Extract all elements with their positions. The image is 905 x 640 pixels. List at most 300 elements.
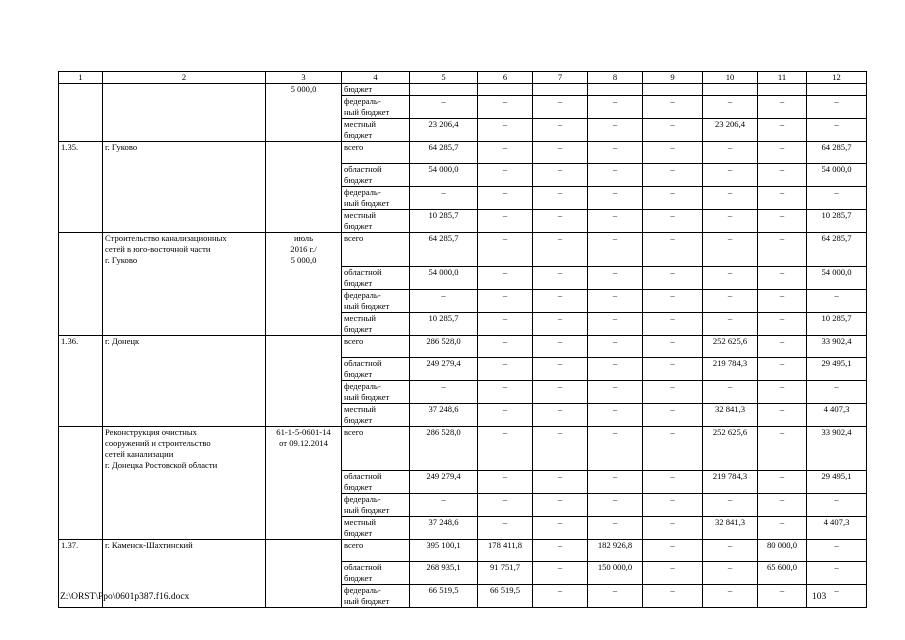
value-col-10: – — [703, 233, 758, 267]
budget-type: областной бюджет — [342, 562, 410, 585]
row-number — [59, 266, 103, 289]
value-col-5: 395 100,1 — [410, 540, 478, 562]
value-col-10: 32 841,3 — [703, 403, 758, 426]
value-col-5: 64 285,7 — [410, 142, 478, 164]
value-col-7: – — [533, 164, 588, 187]
table-row — [59, 357, 867, 380]
document-date — [266, 142, 342, 164]
value-col-10: – — [703, 562, 758, 585]
value-col-6: – — [478, 142, 533, 164]
document-date: 5 000,0 — [266, 84, 342, 96]
budget-type: областной бюджет — [342, 471, 410, 494]
value-col-8: – — [588, 96, 643, 119]
value-col-9: – — [643, 335, 703, 357]
table-row — [59, 164, 867, 187]
value-col-9: – — [643, 562, 703, 585]
value-col-9: – — [643, 426, 703, 471]
value-col-7: – — [533, 471, 588, 494]
value-col-6: – — [478, 233, 533, 267]
value-col-10: – — [703, 96, 758, 119]
budget-type: местный бюджет — [342, 119, 410, 142]
value-col-9: – — [643, 312, 703, 335]
row-number: 1.37. — [59, 540, 103, 562]
value-col-8: – — [588, 289, 643, 312]
value-col-10: – — [703, 540, 758, 562]
value-col-8: – — [588, 494, 643, 517]
object-name — [103, 380, 266, 403]
value-col-5: 23 206,4 — [410, 119, 478, 142]
table-row — [59, 187, 867, 210]
table-body — [59, 84, 867, 608]
table-row — [59, 380, 867, 403]
value-col-12: 10 285,7 — [807, 210, 867, 233]
row-number — [59, 312, 103, 335]
table-row — [59, 517, 867, 540]
value-col-12: – — [807, 562, 867, 585]
document-date — [266, 585, 342, 608]
value-col-6: – — [478, 517, 533, 540]
document-date — [266, 357, 342, 380]
row-number — [59, 471, 103, 494]
object-name: г. Гуково — [103, 142, 266, 164]
value-col-7: – — [533, 540, 588, 562]
row-number — [59, 494, 103, 517]
value-col-7: – — [533, 357, 588, 380]
object-name — [103, 357, 266, 380]
value-col-8: – — [588, 426, 643, 471]
value-col-11: 65 600,0 — [758, 562, 807, 585]
value-col-6: – — [478, 210, 533, 233]
column-number-4: 4 — [342, 72, 410, 84]
value-col-11: – — [758, 357, 807, 380]
value-col-7: – — [533, 96, 588, 119]
value-col-9: – — [643, 96, 703, 119]
document-date — [266, 312, 342, 335]
value-col-6: – — [478, 289, 533, 312]
value-col-8: – — [588, 585, 643, 608]
document-date — [266, 494, 342, 517]
value-col-8: – — [588, 119, 643, 142]
value-col-5: 54 000,0 — [410, 164, 478, 187]
value-col-11: – — [758, 380, 807, 403]
value-col-12: – — [807, 540, 867, 562]
value-col-11: – — [758, 142, 807, 164]
table-row — [59, 289, 867, 312]
object-name — [103, 403, 266, 426]
budget-type: федераль- ный бюджет — [342, 187, 410, 210]
value-col-7: – — [533, 517, 588, 540]
object-name — [103, 210, 266, 233]
object-name — [103, 164, 266, 187]
value-col-6: 91 751,7 — [478, 562, 533, 585]
value-col-12: – — [807, 585, 867, 608]
value-col-9: – — [643, 289, 703, 312]
column-number-11: 11 — [758, 72, 807, 84]
value-col-5: 66 519,5 — [410, 585, 478, 608]
document-date — [266, 164, 342, 187]
value-col-10: – — [703, 585, 758, 608]
value-col-9: – — [643, 517, 703, 540]
value-col-11: – — [758, 210, 807, 233]
value-col-12: 33 902,4 — [807, 335, 867, 357]
value-col-5: 10 285,7 — [410, 210, 478, 233]
value-col-11: – — [758, 517, 807, 540]
value-col-8: – — [588, 233, 643, 267]
object-name — [103, 562, 266, 585]
value-col-7: – — [533, 494, 588, 517]
table-row — [59, 403, 867, 426]
value-col-7: – — [533, 312, 588, 335]
table-row — [59, 96, 867, 119]
value-col-6: – — [478, 96, 533, 119]
value-col-7: – — [533, 335, 588, 357]
value-col-5: 37 248,6 — [410, 403, 478, 426]
column-number-8: 8 — [588, 72, 643, 84]
value-col-6: – — [478, 119, 533, 142]
value-col-12: 10 285,7 — [807, 312, 867, 335]
row-number — [59, 380, 103, 403]
value-col-7: – — [533, 142, 588, 164]
object-name — [103, 312, 266, 335]
value-col-5: 64 285,7 — [410, 233, 478, 267]
value-col-6: – — [478, 312, 533, 335]
value-col-9: – — [643, 164, 703, 187]
table-row — [59, 562, 867, 585]
value-col-8: – — [588, 164, 643, 187]
document-date — [266, 289, 342, 312]
column-number-12: 12 — [807, 72, 867, 84]
value-col-12: – — [807, 380, 867, 403]
value-col-10: – — [703, 210, 758, 233]
table-row — [59, 312, 867, 335]
budget-type: федераль- ный бюджет — [342, 585, 410, 608]
budget-type: федераль- ный бюджет — [342, 494, 410, 517]
value-col-12: 29 495,1 — [807, 471, 867, 494]
row-number — [59, 357, 103, 380]
object-name — [103, 517, 266, 540]
value-col-9: – — [643, 585, 703, 608]
budget-type: местный бюджет — [342, 517, 410, 540]
value-col-9: – — [643, 403, 703, 426]
row-number — [59, 96, 103, 119]
budget-type: всего — [342, 335, 410, 357]
value-col-11: – — [758, 266, 807, 289]
value-col-5: 249 279,4 — [410, 357, 478, 380]
value-col-5 — [410, 84, 478, 96]
budget-type: федераль- ный бюджет — [342, 96, 410, 119]
value-col-12: 4 407,3 — [807, 517, 867, 540]
budget-type: местный бюджет — [342, 403, 410, 426]
file-path: Z:\ORST\Ppo\0601p387.f16.docx — [60, 592, 190, 602]
value-col-7: – — [533, 426, 588, 471]
value-col-9: – — [643, 119, 703, 142]
row-number — [59, 233, 103, 267]
column-number-2: 2 — [103, 72, 266, 84]
value-col-6: – — [478, 335, 533, 357]
value-col-7: – — [533, 380, 588, 403]
value-col-8: – — [588, 187, 643, 210]
value-col-7: – — [533, 187, 588, 210]
value-col-11: – — [758, 426, 807, 471]
budget-type: федераль- ный бюджет — [342, 380, 410, 403]
value-col-8: – — [588, 266, 643, 289]
value-col-5: 249 279,4 — [410, 471, 478, 494]
value-col-11: – — [758, 471, 807, 494]
value-col-6: – — [478, 426, 533, 471]
value-col-8: 182 926,8 — [588, 540, 643, 562]
object-name — [103, 96, 266, 119]
value-col-10: 32 841,3 — [703, 517, 758, 540]
value-col-7: – — [533, 403, 588, 426]
document-date — [266, 471, 342, 494]
value-col-12: 4 407,3 — [807, 403, 867, 426]
object-name: г. Каменск-Шахтинский — [103, 540, 266, 562]
value-col-8: – — [588, 142, 643, 164]
value-col-7 — [533, 84, 588, 96]
value-col-5: 10 285,7 — [410, 312, 478, 335]
value-col-12: – — [807, 289, 867, 312]
value-col-10 — [703, 84, 758, 96]
value-col-12: – — [807, 494, 867, 517]
value-col-9: – — [643, 494, 703, 517]
document-date: 61-1-5-0601-14 от 09.12.2014 — [266, 426, 342, 471]
value-col-11: – — [758, 96, 807, 119]
row-number — [59, 426, 103, 471]
value-col-9: – — [643, 187, 703, 210]
column-number-9: 9 — [643, 72, 703, 84]
row-number — [59, 164, 103, 187]
table-row — [59, 142, 867, 164]
row-number: 1.36. — [59, 335, 103, 357]
budget-type: всего — [342, 142, 410, 164]
object-name — [103, 266, 266, 289]
value-col-10: 219 784,3 — [703, 357, 758, 380]
value-col-7: – — [533, 562, 588, 585]
object-name — [103, 289, 266, 312]
budget-type: всего — [342, 233, 410, 267]
document-date — [266, 517, 342, 540]
value-col-8: – — [588, 471, 643, 494]
object-name: г. Донецк — [103, 335, 266, 357]
value-col-12: 54 000,0 — [807, 266, 867, 289]
row-number — [59, 210, 103, 233]
value-col-9: – — [643, 266, 703, 289]
value-col-6: – — [478, 494, 533, 517]
value-col-9: – — [643, 471, 703, 494]
row-number — [59, 119, 103, 142]
value-col-9: – — [643, 540, 703, 562]
value-col-9: – — [643, 357, 703, 380]
row-number — [59, 517, 103, 540]
value-col-5: – — [410, 96, 478, 119]
document-date — [266, 403, 342, 426]
value-col-9: – — [643, 380, 703, 403]
value-col-7: – — [533, 210, 588, 233]
object-name: Строительство канализационных сетей в юго-восточной части г. Гуково — [103, 233, 266, 267]
value-col-10: 23 206,4 — [703, 119, 758, 142]
value-col-12 — [807, 84, 867, 96]
table-row — [59, 540, 867, 562]
value-col-8: 150 000,0 — [588, 562, 643, 585]
row-number — [59, 187, 103, 210]
value-col-5: – — [410, 494, 478, 517]
budget-table — [58, 71, 867, 608]
value-col-9: – — [643, 233, 703, 267]
value-col-5: – — [410, 187, 478, 210]
value-col-10: – — [703, 187, 758, 210]
document-date — [266, 210, 342, 233]
document-date: июль 2016 г./ 5 000,0 — [266, 233, 342, 267]
budget-type: всего — [342, 426, 410, 471]
value-col-11: – — [758, 494, 807, 517]
column-number-5: 5 — [410, 72, 478, 84]
value-col-6: – — [478, 357, 533, 380]
value-col-11: – — [758, 233, 807, 267]
table-row — [59, 119, 867, 142]
document-date — [266, 380, 342, 403]
value-col-11: – — [758, 312, 807, 335]
value-col-12: – — [807, 96, 867, 119]
column-number-10: 10 — [703, 72, 758, 84]
table-row — [59, 266, 867, 289]
budget-type: всего — [342, 540, 410, 562]
column-number-7: 7 — [533, 72, 588, 84]
value-col-6: 178 411,8 — [478, 540, 533, 562]
value-col-5: 286 528,0 — [410, 426, 478, 471]
object-name — [103, 187, 266, 210]
value-col-6 — [478, 84, 533, 96]
value-col-5: 268 935,1 — [410, 562, 478, 585]
value-col-12: 54 000,0 — [807, 164, 867, 187]
value-col-12: 64 285,7 — [807, 233, 867, 267]
table-row — [59, 233, 867, 267]
value-col-8: – — [588, 210, 643, 233]
value-col-5: 37 248,6 — [410, 517, 478, 540]
value-col-6: – — [478, 403, 533, 426]
value-col-6: – — [478, 266, 533, 289]
value-col-7: – — [533, 119, 588, 142]
value-col-11: – — [758, 585, 807, 608]
value-col-10: 252 625,6 — [703, 426, 758, 471]
row-number — [59, 403, 103, 426]
value-col-12: 64 285,7 — [807, 142, 867, 164]
budget-type: областной бюджет — [342, 266, 410, 289]
budget-type: бюджет — [342, 84, 410, 96]
row-number — [59, 562, 103, 585]
value-col-10: – — [703, 312, 758, 335]
document-date — [266, 540, 342, 562]
page-number: 103 — [812, 592, 827, 602]
column-number-6: 6 — [478, 72, 533, 84]
table-row — [59, 210, 867, 233]
value-col-5: – — [410, 380, 478, 403]
value-col-11: – — [758, 187, 807, 210]
column-number-1: 1 — [59, 72, 103, 84]
document-date — [266, 187, 342, 210]
value-col-6: 66 519,5 — [478, 585, 533, 608]
value-col-10: – — [703, 266, 758, 289]
object-name — [103, 119, 266, 142]
object-name — [103, 494, 266, 517]
value-col-10: – — [703, 289, 758, 312]
value-col-7: – — [533, 233, 588, 267]
value-col-10: 252 625,6 — [703, 335, 758, 357]
value-col-12: – — [807, 119, 867, 142]
budget-type: областной бюджет — [342, 357, 410, 380]
row-number — [59, 289, 103, 312]
value-col-8: – — [588, 403, 643, 426]
value-col-8: – — [588, 357, 643, 380]
value-col-8: – — [588, 335, 643, 357]
table-row — [59, 84, 867, 96]
document-date — [266, 562, 342, 585]
value-col-6: – — [478, 164, 533, 187]
value-col-5: 286 528,0 — [410, 335, 478, 357]
value-col-7: – — [533, 585, 588, 608]
table-row — [59, 471, 867, 494]
value-col-11: – — [758, 119, 807, 142]
value-col-10: – — [703, 494, 758, 517]
row-number — [59, 84, 103, 96]
value-col-10: – — [703, 142, 758, 164]
value-col-7: – — [533, 266, 588, 289]
value-col-5: – — [410, 289, 478, 312]
table-row — [59, 426, 867, 471]
document-date — [266, 335, 342, 357]
object-name — [103, 84, 266, 96]
budget-type: местный бюджет — [342, 210, 410, 233]
row-number: 1.35. — [59, 142, 103, 164]
value-col-7: – — [533, 289, 588, 312]
value-col-9: – — [643, 210, 703, 233]
budget-type: местный бюджет — [342, 312, 410, 335]
value-col-9 — [643, 84, 703, 96]
table-row — [59, 335, 867, 357]
value-col-6: – — [478, 380, 533, 403]
value-col-11: – — [758, 335, 807, 357]
object-name: Реконструкция очистных сооружений и строительство сетей канализации г. Донецка Ростовской области — [103, 426, 266, 471]
value-col-11 — [758, 84, 807, 96]
value-col-11: – — [758, 164, 807, 187]
value-col-8: – — [588, 380, 643, 403]
value-col-11: 80 000,0 — [758, 540, 807, 562]
value-col-12: 33 902,4 — [807, 426, 867, 471]
object-name — [103, 471, 266, 494]
value-col-9: – — [643, 142, 703, 164]
value-col-10: 219 784,3 — [703, 471, 758, 494]
value-col-5: 54 000,0 — [410, 266, 478, 289]
value-col-8: – — [588, 517, 643, 540]
table-row — [59, 494, 867, 517]
value-col-6: – — [478, 187, 533, 210]
value-col-12: 29 495,1 — [807, 357, 867, 380]
document-date — [266, 119, 342, 142]
document-date — [266, 96, 342, 119]
value-col-12: – — [807, 187, 867, 210]
value-col-11: – — [758, 403, 807, 426]
value-col-11: – — [758, 289, 807, 312]
column-number-row — [59, 72, 867, 84]
column-number-3: 3 — [266, 72, 342, 84]
value-col-10: – — [703, 380, 758, 403]
document-date — [266, 266, 342, 289]
value-col-10: – — [703, 164, 758, 187]
value-col-8 — [588, 84, 643, 96]
value-col-6: – — [478, 471, 533, 494]
value-col-8: – — [588, 312, 643, 335]
budget-type: областной бюджет — [342, 164, 410, 187]
budget-type: федераль- ный бюджет — [342, 289, 410, 312]
